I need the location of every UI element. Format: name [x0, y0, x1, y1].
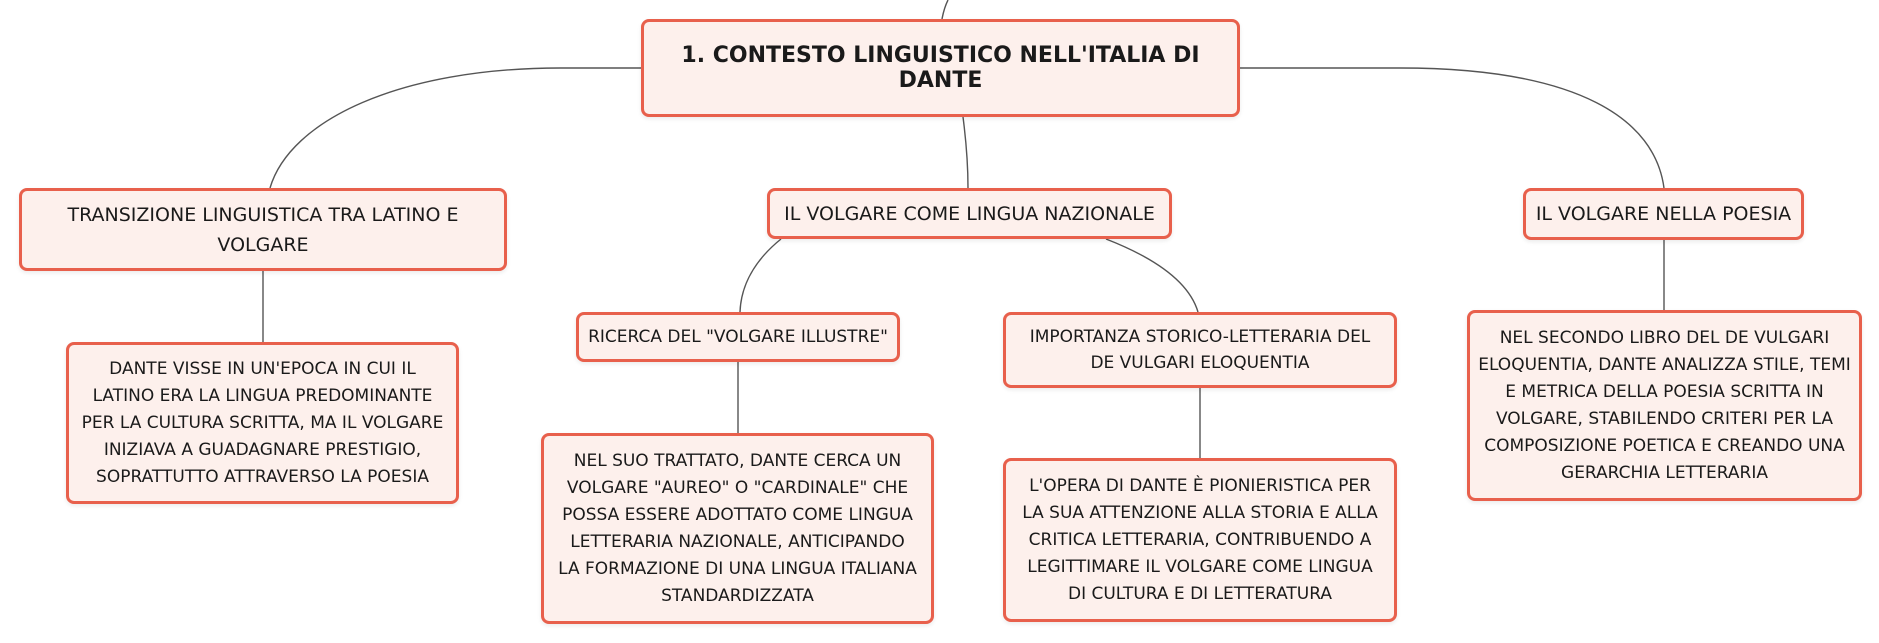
poesia-detail[interactable] — [1467, 310, 1862, 501]
branch-nazionale[interactable] — [767, 188, 1172, 239]
ricerca-detail[interactable] — [541, 433, 934, 624]
root-topic-label: 1. CONTESTO LINGUISTICO NELL'ITALIA DI DANTE — [681, 43, 1200, 93]
importanza-detail[interactable] — [1003, 458, 1397, 622]
branch-transizione[interactable] — [19, 188, 507, 271]
connector-root-top — [942, 0, 948, 19]
connector-nazionale-ricerca — [740, 239, 781, 312]
importanza-detail-text: L'OPERA DI DANTE È PIONIERISTICA PER LA SUA ATTENZIONE ALLA STORIA E ALLA CRITICA LETTERARIA, CONTRIBUENDO A LEGITTIMARE IL VOLGARE COME LINGUA DI CULTURA E DI LETTERATURA — [1022, 475, 1378, 604]
poesia-detail-text: NEL SECONDO LIBRO DEL DE VULGARI ELOQUENTIA, DANTE ANALIZZA STILE, TEMI E METRICA DELLA POESIA SCRITTA IN VOLGARE, STABILENDO CRITERI PER LA COMPOSIZIONE POETICA E CREANDO UNA GERARCHIA LETTERARIA — [1478, 327, 1851, 483]
connector-root-poesia — [1240, 68, 1664, 188]
transizione-detail[interactable] — [66, 342, 459, 504]
subtopic-importanza-label: IMPORTANZA STORICO-LETTERARIA DEL DE VULGARI ELOQUENTIA — [1029, 327, 1371, 373]
branch-poesia-label: IL VOLGARE NELLA POESIA — [1535, 203, 1792, 225]
subtopic-ricerca[interactable] — [576, 312, 900, 362]
branch-transizione-label: TRANSIZIONE LINGUISTICA TRA LATINO E VOLGARE — [67, 203, 459, 256]
connector-root-transizione — [270, 68, 641, 188]
connector-nazionale-importanza — [1106, 239, 1198, 312]
subtopic-importanza[interactable] — [1003, 312, 1397, 388]
branch-poesia[interactable] — [1523, 188, 1804, 240]
branch-nazionale-label: IL VOLGARE COME LINGUA NAZIONALE — [784, 202, 1155, 225]
subtopic-ricerca-label: RICERCA DEL "VOLGARE ILLUSTRE" — [588, 327, 888, 347]
transizione-detail-text: DANTE VISSE IN UN'EPOCA IN CUI IL LATINO ERA LA LINGUA PREDOMINANTE PER LA CULTURA SCRITTA, MA IL VOLGARE INIZIAVA A GUADAGNARE PRESTIGIO, SOPRATTUTTO ATTRAVERSO LA POESIA — [81, 358, 444, 487]
root-topic[interactable] — [641, 19, 1240, 117]
connector-root-nazionale — [963, 117, 968, 188]
ricerca-detail-text: NEL SUO TRATTATO, DANTE CERCA UN VOLGARE "AUREO" O "CARDINALE" CHE POSSA ESSERE ADOTTATO COME LINGUA LETTERARIA NAZIONALE, ANTICIPANDO LA FORMAZIONE DI UNA LINGUA ITALIANA STANDARDIZZATA — [558, 450, 917, 606]
